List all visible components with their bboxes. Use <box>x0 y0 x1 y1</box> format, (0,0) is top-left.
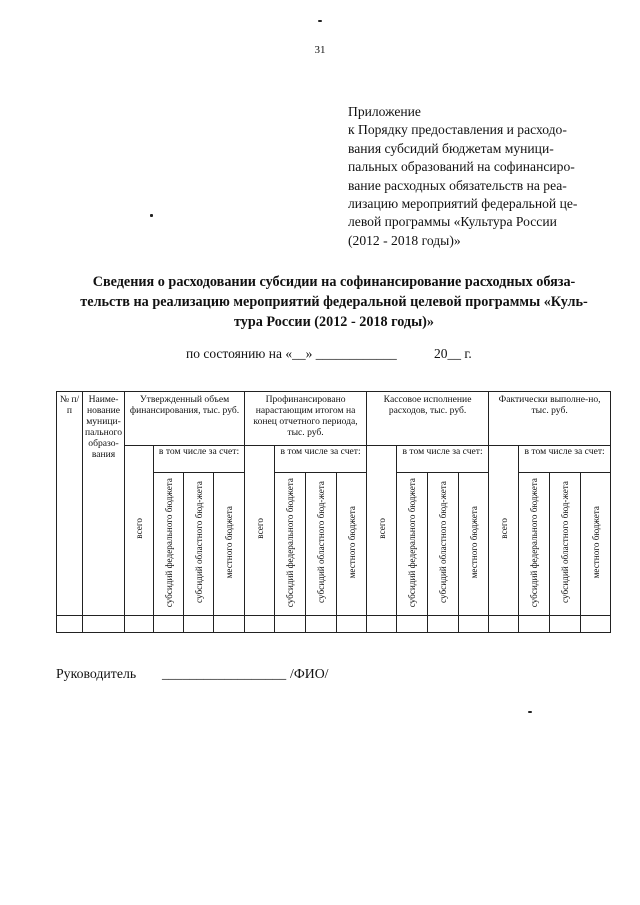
header-total: всего <box>245 445 275 615</box>
speck-left <box>150 214 153 217</box>
document-title <box>64 272 604 332</box>
header-regional: субсидий областного бюд-жета <box>184 472 214 615</box>
speck-right <box>528 711 532 713</box>
table-cell <box>154 615 184 632</box>
header-total: всего <box>489 445 519 615</box>
table-cell <box>428 615 459 632</box>
appendix-block <box>348 103 610 250</box>
table-row <box>57 615 611 632</box>
header-local: местного бюджета <box>459 472 489 615</box>
as-of-line <box>0 346 640 364</box>
appendix-line: пальных образований на софинансиро- <box>348 159 575 175</box>
header-including: в том числе за счет: <box>397 445 489 472</box>
header-federal: субсидий федерального бюджета <box>275 472 306 615</box>
table-cell <box>275 615 306 632</box>
header-federal: субсидий федерального бюджета <box>154 472 184 615</box>
page-number: 31 <box>314 44 326 56</box>
header-including: в том числе за счет: <box>519 445 611 472</box>
table-cell <box>550 615 581 632</box>
as-of-year: 20__ г. <box>434 346 472 361</box>
table-cell <box>184 615 214 632</box>
header-local: местного бюджета <box>214 472 245 615</box>
as-of-date: по состоянию на «__» ____________ <box>186 346 397 361</box>
appendix-line: вание расходных обязательств на реа- <box>348 177 567 193</box>
header-federal: субсидий федерального бюджета <box>519 472 550 615</box>
signature-label: Руководитель <box>56 666 137 681</box>
title-line: тура России (2012 - 2018 годы)» <box>234 314 434 330</box>
header-total: всего <box>125 445 154 615</box>
table-cell <box>214 615 245 632</box>
title-line: тельств на реализацию мероприятий федеральной целевой программы «Куль- <box>80 294 588 310</box>
table-cell <box>306 615 337 632</box>
header-including: в том числе за счет: <box>275 445 367 472</box>
signature-blank: __________________ <box>162 666 287 681</box>
header-number: № п/ п <box>57 392 83 616</box>
table-cell <box>489 615 519 632</box>
header-local: местного бюджета <box>337 472 367 615</box>
table-cell <box>125 615 154 632</box>
header-regional: субсидий областного бюд-жета <box>306 472 337 615</box>
header-financed: Профинансировано нарастающим итогом на конец отчетного периода, тыс. руб. <box>245 392 367 446</box>
table-cell <box>337 615 367 632</box>
table-cell <box>397 615 428 632</box>
header-cash-execution: Кассовое исполнение расходов, тыс. руб. <box>367 392 489 446</box>
header-actual: Фактически выполне-но, тыс. руб. <box>489 392 611 446</box>
header-regional: субсидий областного бюд-жета <box>428 472 459 615</box>
header-approved: Утвержденный объем финансирования, тыс. руб. <box>125 392 245 446</box>
appendix-heading: Приложение <box>348 104 421 119</box>
table-cell <box>83 615 125 632</box>
appendix-line: левой программы «Культура России <box>348 214 557 230</box>
title-line: Сведения о расходовании субсидии на софинансирование расходных обяза- <box>92 274 576 290</box>
header-local: местного бюджета <box>581 472 611 615</box>
appendix-line: к Порядку предоставления и расходо- <box>348 122 567 138</box>
appendix-line: (2012 - 2018 годы)» <box>348 232 461 248</box>
appendix-line: лизацию мероприятий федеральной це- <box>348 196 578 212</box>
header-total: всего <box>367 445 397 615</box>
table-cell <box>459 615 489 632</box>
table-cell <box>367 615 397 632</box>
header-regional: субсидий областного бюд-жета <box>550 472 581 615</box>
appendix-line: вания субсидий бюджетам муници- <box>348 140 554 156</box>
header-including: в том числе за счет: <box>154 445 245 472</box>
signature-fio: /ФИО/ <box>290 666 329 681</box>
speck-top <box>318 20 322 22</box>
table-cell <box>57 615 83 632</box>
header-federal: субсидий федерального бюджета <box>397 472 428 615</box>
table-cell <box>581 615 611 632</box>
header-municipality: Наиме-нование муници-пального образо-вания <box>83 392 125 616</box>
expenditure-table <box>56 391 611 633</box>
table-cell <box>519 615 550 632</box>
table-cell <box>245 615 275 632</box>
